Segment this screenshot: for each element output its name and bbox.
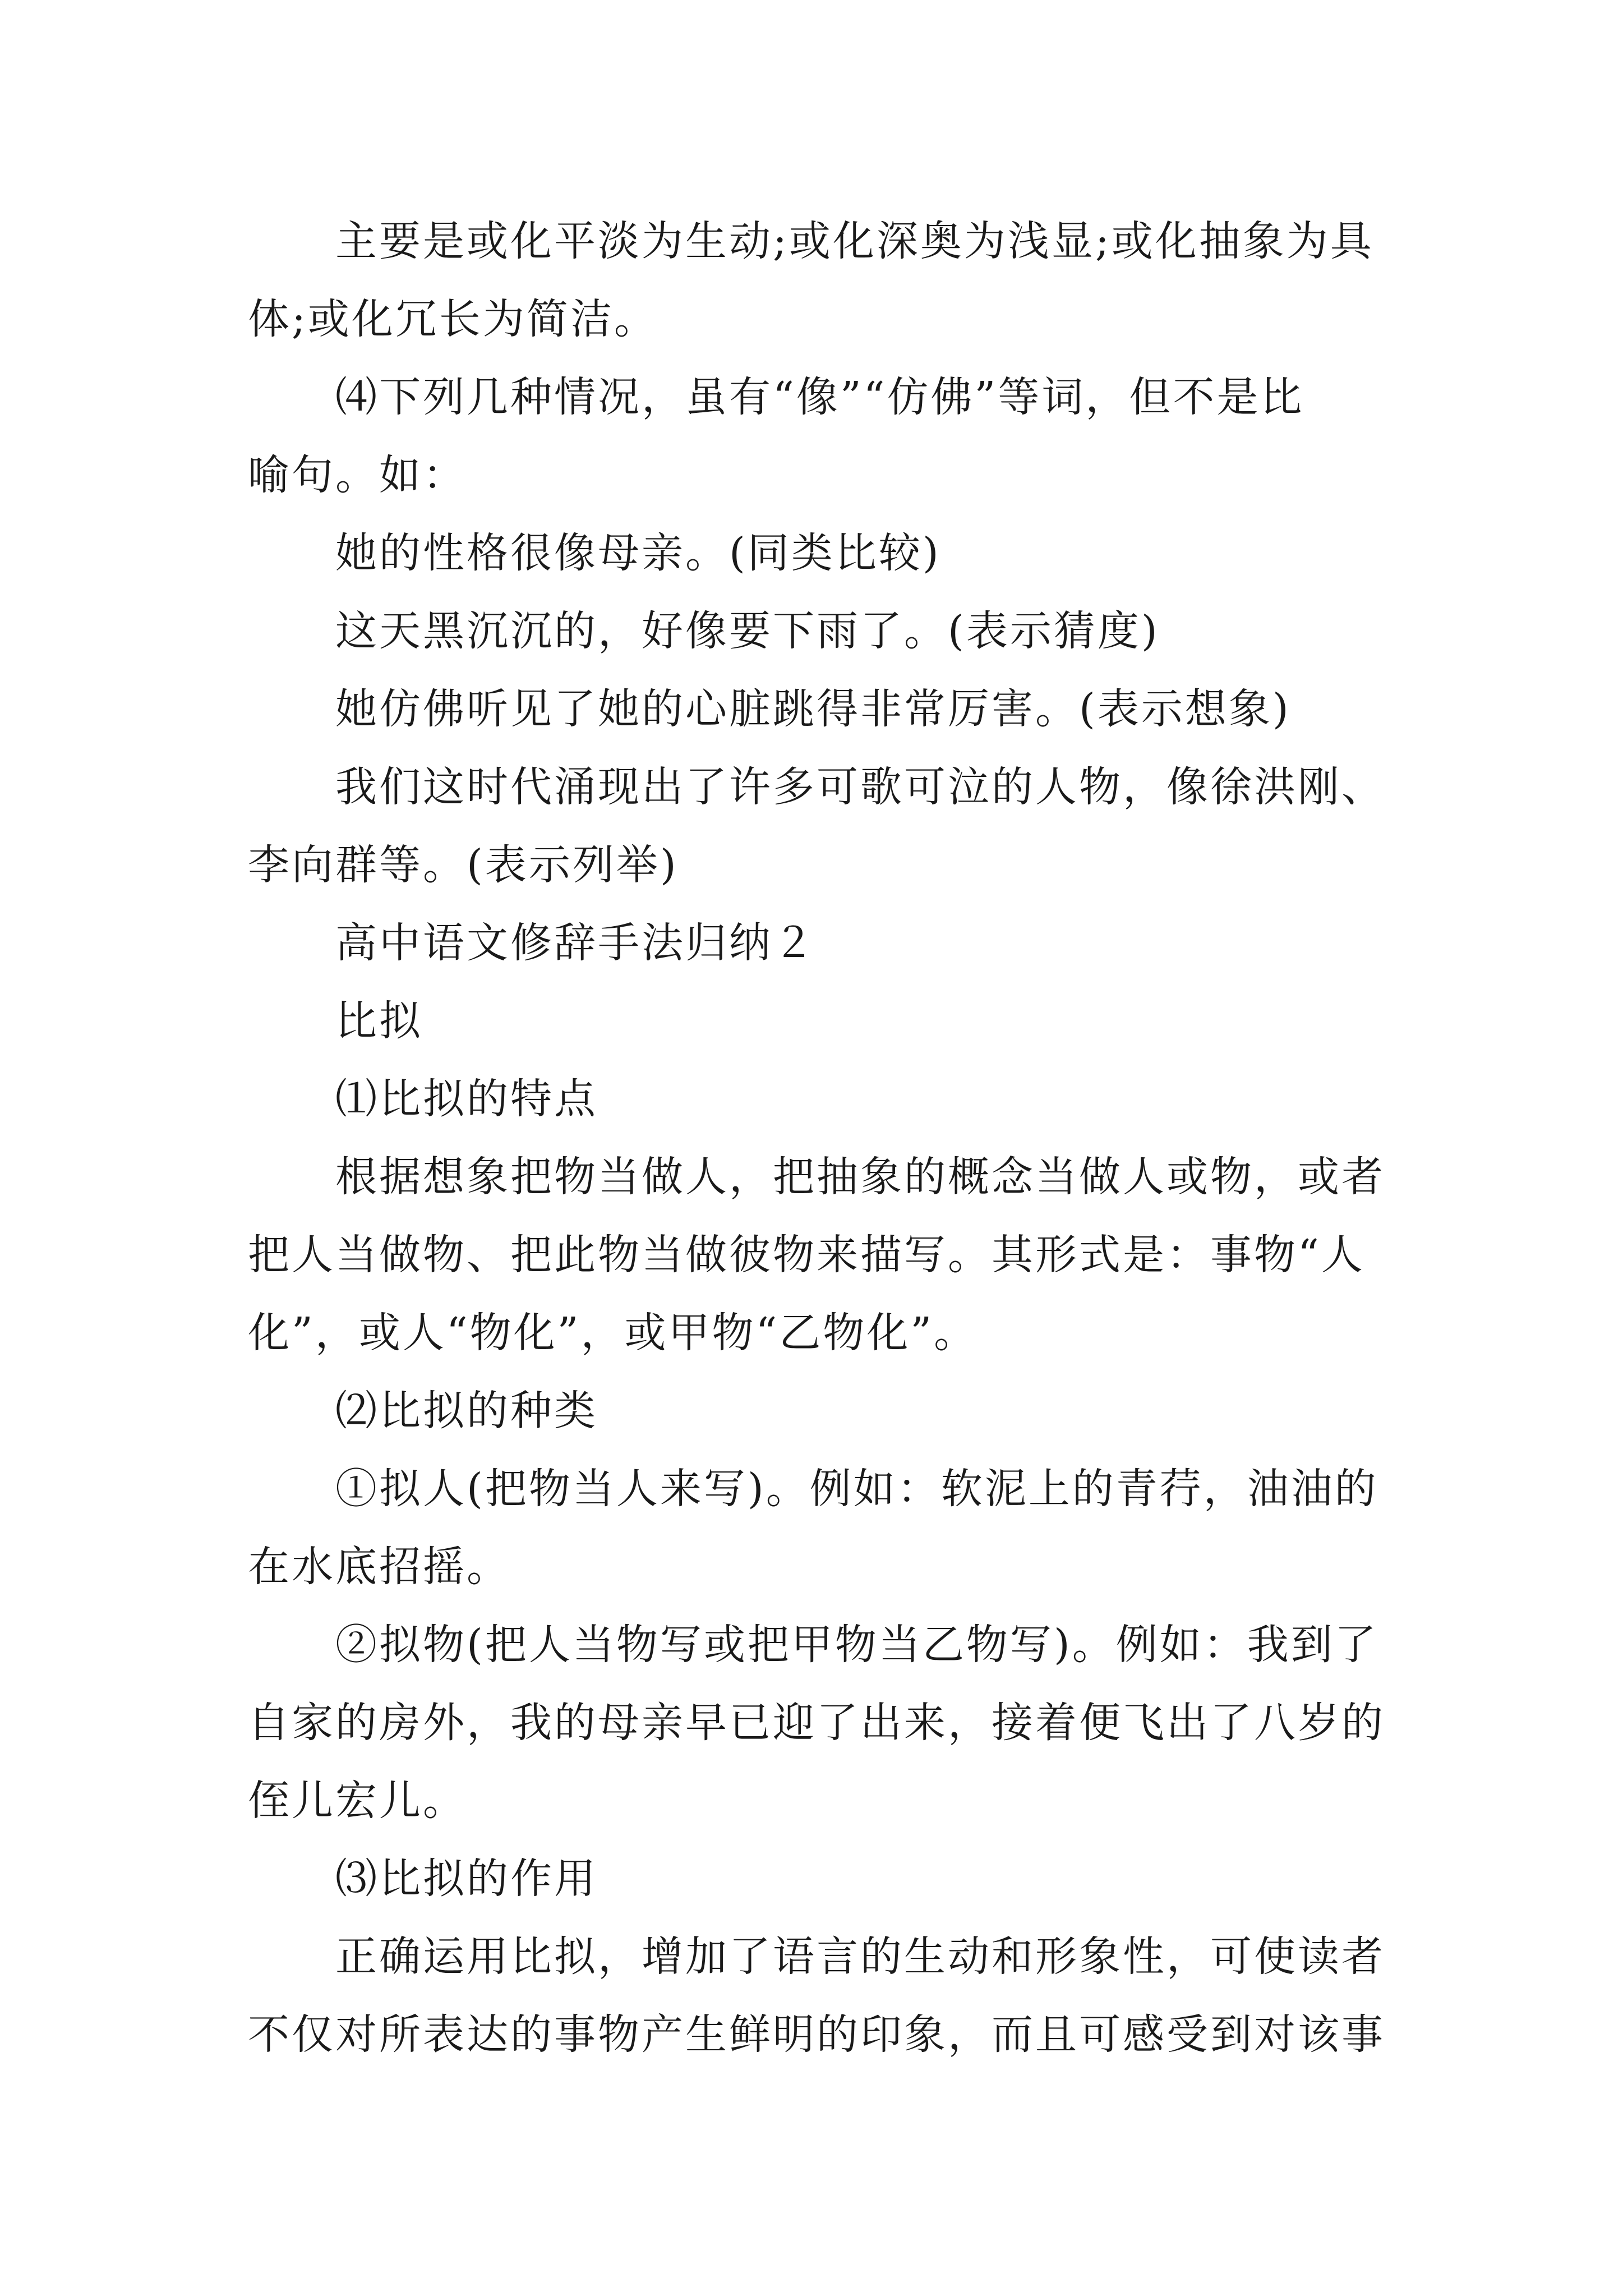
text-line: 根据想象把物当做人，把抽象的概念当做人或物，或者 [335,1153,1385,1201]
text-line: 她的性格很像母亲。(同类比较) [335,529,941,577]
text-line: 把人当做物、把此物当做彼物来描写。其形式是：事物“人 [248,1231,1365,1279]
text-line: ⑶比拟的作用 [335,1855,598,1903]
text-line: 这天黑沉沉的，好像要下雨了。(表示猜度) [335,607,1160,655]
text-line: 正确运用比拟，增加了语言的生动和形象性，可使读者 [335,1932,1385,1981]
text-line: 自家的房外，我的母亲早已迎了出来，接着便飞出了八岁的 [248,1699,1385,1747]
text-line: 李向群等。(表示列举) [248,841,679,889]
text-line: 主要是或化平淡为生动;或化深奥为浅显;或化抽象为具 [335,217,1374,265]
text-line: ⑵比拟的种类 [335,1387,598,1435]
text-line: 在水底招摇。 [248,1543,510,1591]
text-line: ②拟物(把人当物写或把甲物当乙物写)。例如：我到了 [335,1621,1378,1669]
text-line: 我们这时代涌现出了许多可歌可泣的人物，像徐洪刚、 [335,763,1385,811]
text-line: 喻句。如： [248,451,467,499]
text-line: ⑴比拟的特点 [335,1075,598,1123]
text-line: 不仅对所表达的事物产生鲜明的印象，而且可感受到对该事 [248,2010,1385,2059]
text-line: 体;或化冗长为简洁。 [248,295,658,343]
text-line: ⑷下列几种情况，虽有“像”“仿佛”等词，但不是比 [335,373,1304,421]
section-heading: 高中语文修辞手法归纳２ [335,919,817,967]
text-line: 比拟 [335,997,423,1045]
text-line: ①拟人(把物当人来写)。例如：软泥上的青荇，油油的 [335,1465,1378,1513]
text-line: 侄儿宏儿。 [248,1777,467,1825]
text-line: 她仿佛听见了她的心脏跳得非常厉害。(表示想象) [335,685,1291,733]
text-line: 化”，或人“物化”，或甲物“乙物化”。 [248,1309,978,1357]
